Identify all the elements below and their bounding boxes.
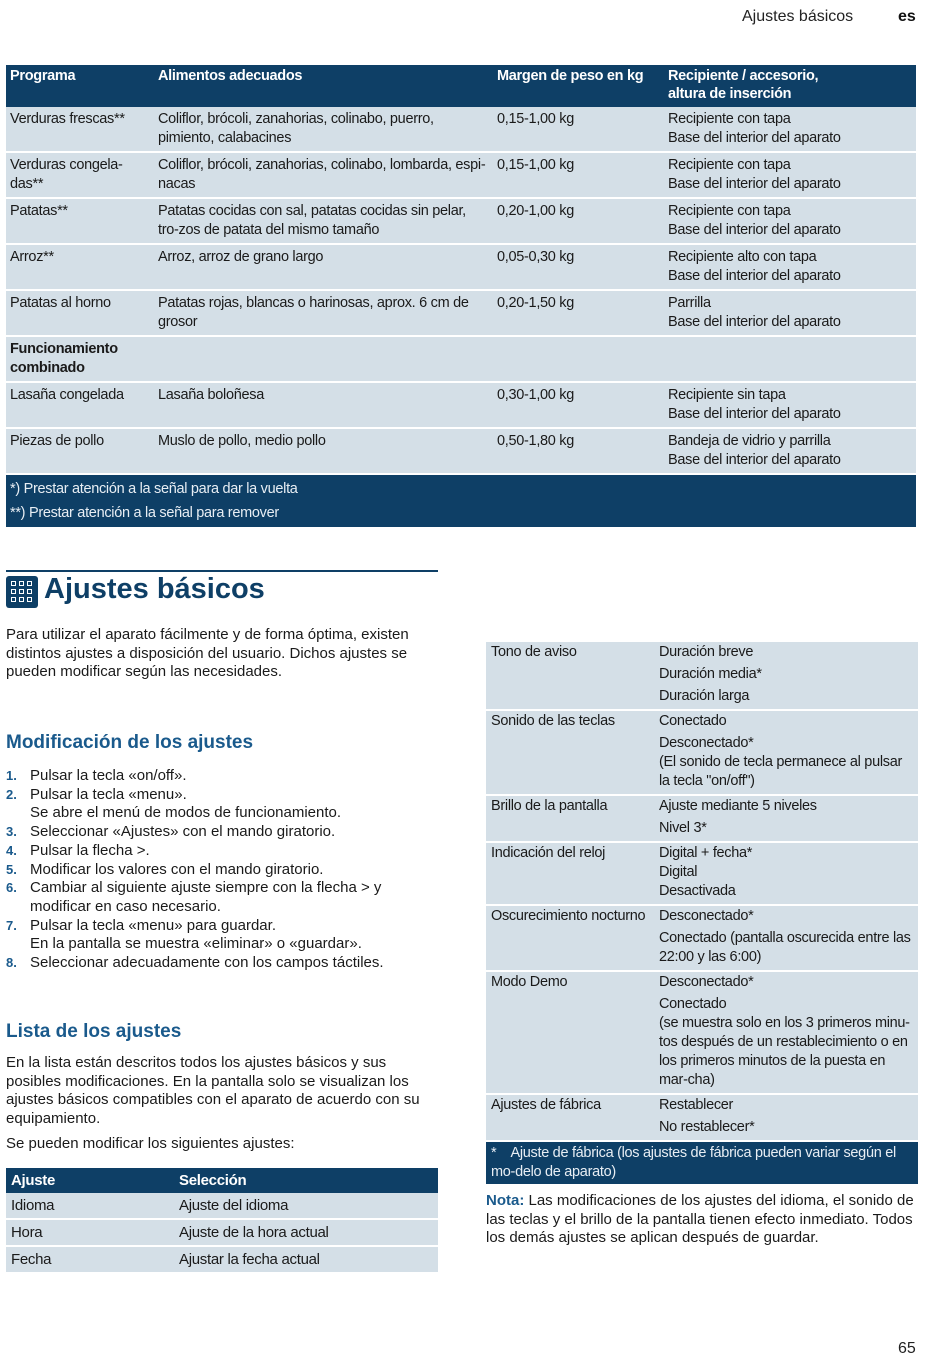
table-cell: 0,20-1,50 kg [493,290,664,336]
options-table [486,642,918,1184]
section-row [6,336,916,382]
list-heading: Lista de los ajustes [6,1021,182,1042]
step-text: Pulsar la tecla «menu» para guardar. En la pantalla se muestra «eliminar» o «guardar». [30,916,362,953]
table-row [486,795,918,842]
section-label [6,336,916,382]
setting-options [654,642,918,710]
table-cell: 0,30-1,00 kg [493,382,664,428]
setting-name: Ajustes de fábrica [486,1094,654,1141]
footnote-row [486,1141,918,1184]
note-text: Las modificaciones de los ajustes del idioma, el sonido de las teclas y el brillo de la pantalla tienen efecto inmediato. Todos los demás ajustes se aplican después de guardar. [486,1192,914,1246]
column-header: Ajuste [6,1168,174,1193]
table-cell: Parrilla Base del interior del aparato [664,290,916,336]
table-cell: 0,05-0,30 kg [493,244,664,290]
option: Desconectado* [659,974,754,990]
column-header: Recipiente / accesorio, altura de inserción [664,65,916,107]
settings-table [6,1168,438,1274]
option: Digital + fecha* Digital Desactivada [659,845,753,899]
list-item [6,917,436,954]
setting-options [654,710,918,795]
footnote: **) Prestar atención a la señal para remover [10,505,279,521]
column-header: Alimentos adecuados [154,65,493,107]
table-cell: Patatas** [6,198,154,244]
column-header: Margen de peso en kg [493,65,664,107]
table-row [6,244,916,290]
option: Desconectado* (El sonido de tecla permanece al pulsar la tecla "on/off") [659,735,902,789]
footnote: *) Prestar atención a la señal para dar la vuelta [10,481,298,497]
table-cell: Verduras congela-das** [6,152,154,198]
option: Conectado [659,713,727,729]
list-intro-paragraph: En la lista están descritos todos los ajustes básicos y sus posibles modificaciones. En la pantalla solo se visualizan los ajustes básicos compatibles con el aparato de acuerdo con su equipamiento. [6,1054,420,1127]
table-cell: Coliflor, brócoli, zanahorias, colinabo, lombarda, espi-nacas [154,152,493,198]
step-text: Pulsar la flecha >. [30,841,150,859]
setting-name: Tono de aviso [486,642,654,710]
list-item [6,786,436,823]
setting-options [654,842,918,905]
table-row [6,1219,438,1246]
note-label: Nota: [486,1192,525,1209]
option: Nivel 3* [659,820,707,836]
setting-options [654,795,918,842]
footnote-row [6,474,916,527]
list-item [6,823,436,842]
table-cell: Fecha [6,1246,174,1273]
list-item [6,954,436,973]
table-cell: Lasaña congelada [6,382,154,428]
table-row [486,642,918,710]
step-text: Modificar los valores con el mando giratorio. [30,860,324,878]
setting-name: Brillo de la pantalla [486,795,654,842]
step-number: 5. [6,861,17,877]
option: Desconectado* [659,908,754,924]
table-cell: Piezas de pollo [6,428,154,474]
table-header-row [6,1168,438,1193]
table-row [6,1246,438,1273]
table-row [6,290,916,336]
table-cell: Verduras frescas** [6,107,154,152]
table-cell: Ajustar la fecha actual [174,1246,438,1273]
table-cell: Patatas rojas, blancas o harinosas, aprox. 6 cm de grosor [154,290,493,336]
setting-name: Oscurecimiento nocturno [486,905,654,971]
table-cell: Hora [6,1219,174,1246]
table-cell: Recipiente con tapa Base del interior del aparato [664,152,916,198]
step-number: 8. [6,955,17,971]
table-cell: Patatas cocidas con sal, patatas cocidas sin pelar, tro-zos de patata del mismo tamaño [154,198,493,244]
option: Conectado (se muestra solo en los 3 primeros minu-tos después de un restablecimiento o en los primeros minutos de la puesta en mar-cha) [659,996,910,1088]
step-number: 7. [6,917,17,933]
step-text: Pulsar la tecla «on/off». [30,767,187,784]
table-cell: Idioma [6,1193,174,1219]
table-cell: Recipiente con tapa Base del interior del aparato [664,107,916,152]
option: Restablecer [659,1097,734,1113]
step-text: Pulsar la tecla «menu». Se abre el menú de modos de funcionamiento. [30,785,342,822]
steps-list [6,767,436,973]
table-cell: Lasaña boloñesa [154,382,493,428]
section-heading [6,570,438,612]
step-number: 6. [6,880,17,896]
table-cell: Recipiente alto con tapa Base del interior del aparato [664,244,916,290]
table-cell: 0,15-1,00 kg [493,152,664,198]
table-row [6,198,916,244]
table-row [6,152,916,198]
settings-grid-icon [6,576,38,608]
column-header: Selección [174,1168,438,1193]
setting-name: Indicación del reloj [486,842,654,905]
table-cell: Muslo de pollo, medio pollo [154,428,493,474]
note-paragraph [486,1192,916,1248]
section-title: Ajustes básicos [44,573,265,605]
step-text: Seleccionar «Ajustes» con el mando giratorio. [30,823,336,841]
step-number: 2. [6,786,17,802]
option: Conectado (pantalla oscurecida entre las 22:00 y las 6:00) [659,930,911,965]
option: Duración breve [659,644,754,660]
header-language: es [898,8,916,25]
section-label-text: Funcionamiento combinado [10,341,118,376]
footnote: * Ajuste de fábrica (los ajustes de fábrica pueden variar según el mo-delo de aparato) [486,1141,918,1184]
list-item [6,767,436,786]
table-row [6,1193,438,1219]
step-number: 3. [6,824,17,840]
step-text: Seleccionar adecuadamente con los campos táctiles. [30,954,384,972]
table-header-row [6,65,916,107]
table-cell: Ajuste de la hora actual [174,1219,438,1246]
table-cell: Bandeja de vidrio y parrilla Base del interior del aparato [664,428,916,474]
table-row [486,1094,918,1141]
table-cell: Recipiente sin tapa Base del interior del aparato [664,382,916,428]
table-cell: 0,50-1,80 kg [493,428,664,474]
option: Duración media* [659,666,762,682]
step-text: Cambiar al siguiente ajuste siempre con la flecha > y modificar en caso necesario. [30,879,382,915]
table-row [6,107,916,152]
running-header [0,8,950,30]
header-title: Ajustes básicos [742,8,854,25]
setting-options [654,1094,918,1141]
column-header: Programa [6,65,154,107]
footnotes [6,474,916,527]
table-cell: Arroz, arroz de grano largo [154,244,493,290]
setting-name: Modo Demo [486,971,654,1094]
table-row [486,710,918,795]
table-row [6,382,916,428]
table-cell: Patatas al horno [6,290,154,336]
option: Ajuste mediante 5 niveles [659,798,817,814]
step-number: 1. [6,768,17,783]
list-intro-paragraph-2: Se pueden modificar los siguientes ajustes: [6,1135,295,1152]
list-item [6,861,436,880]
setting-options [654,971,918,1094]
table-row [486,905,918,971]
table-cell: 0,20-1,00 kg [493,198,664,244]
modify-heading: Modificación de los ajustes [6,732,254,753]
table-cell: Recipiente con tapa Base del interior del aparato [664,198,916,244]
table-cell: 0,15-1,00 kg [493,107,664,152]
table-cell: Arroz** [6,244,154,290]
list-item [6,842,436,861]
table-cell: Ajuste del idioma [174,1193,438,1219]
option: Duración larga [659,688,750,704]
table-cell: Coliflor, brócoli, zanahorias, colinabo, puerro, pimiento, calabacines [154,107,493,152]
intro-paragraph: Para utilizar el aparato fácilmente y de forma óptima, existen distintos ajustes a disposición del usuario. Dichos ajustes se pueden modificar según las necesidades. [6,626,409,680]
table-row [486,842,918,905]
table-row [486,971,918,1094]
option: No restablecer* [659,1119,755,1135]
program-table [6,65,916,527]
setting-name: Sonido de las teclas [486,710,654,795]
setting-options [654,905,918,971]
page-number: 65 [898,1340,916,1357]
step-number: 4. [6,842,17,858]
list-item [6,879,436,916]
table-row [6,428,916,474]
